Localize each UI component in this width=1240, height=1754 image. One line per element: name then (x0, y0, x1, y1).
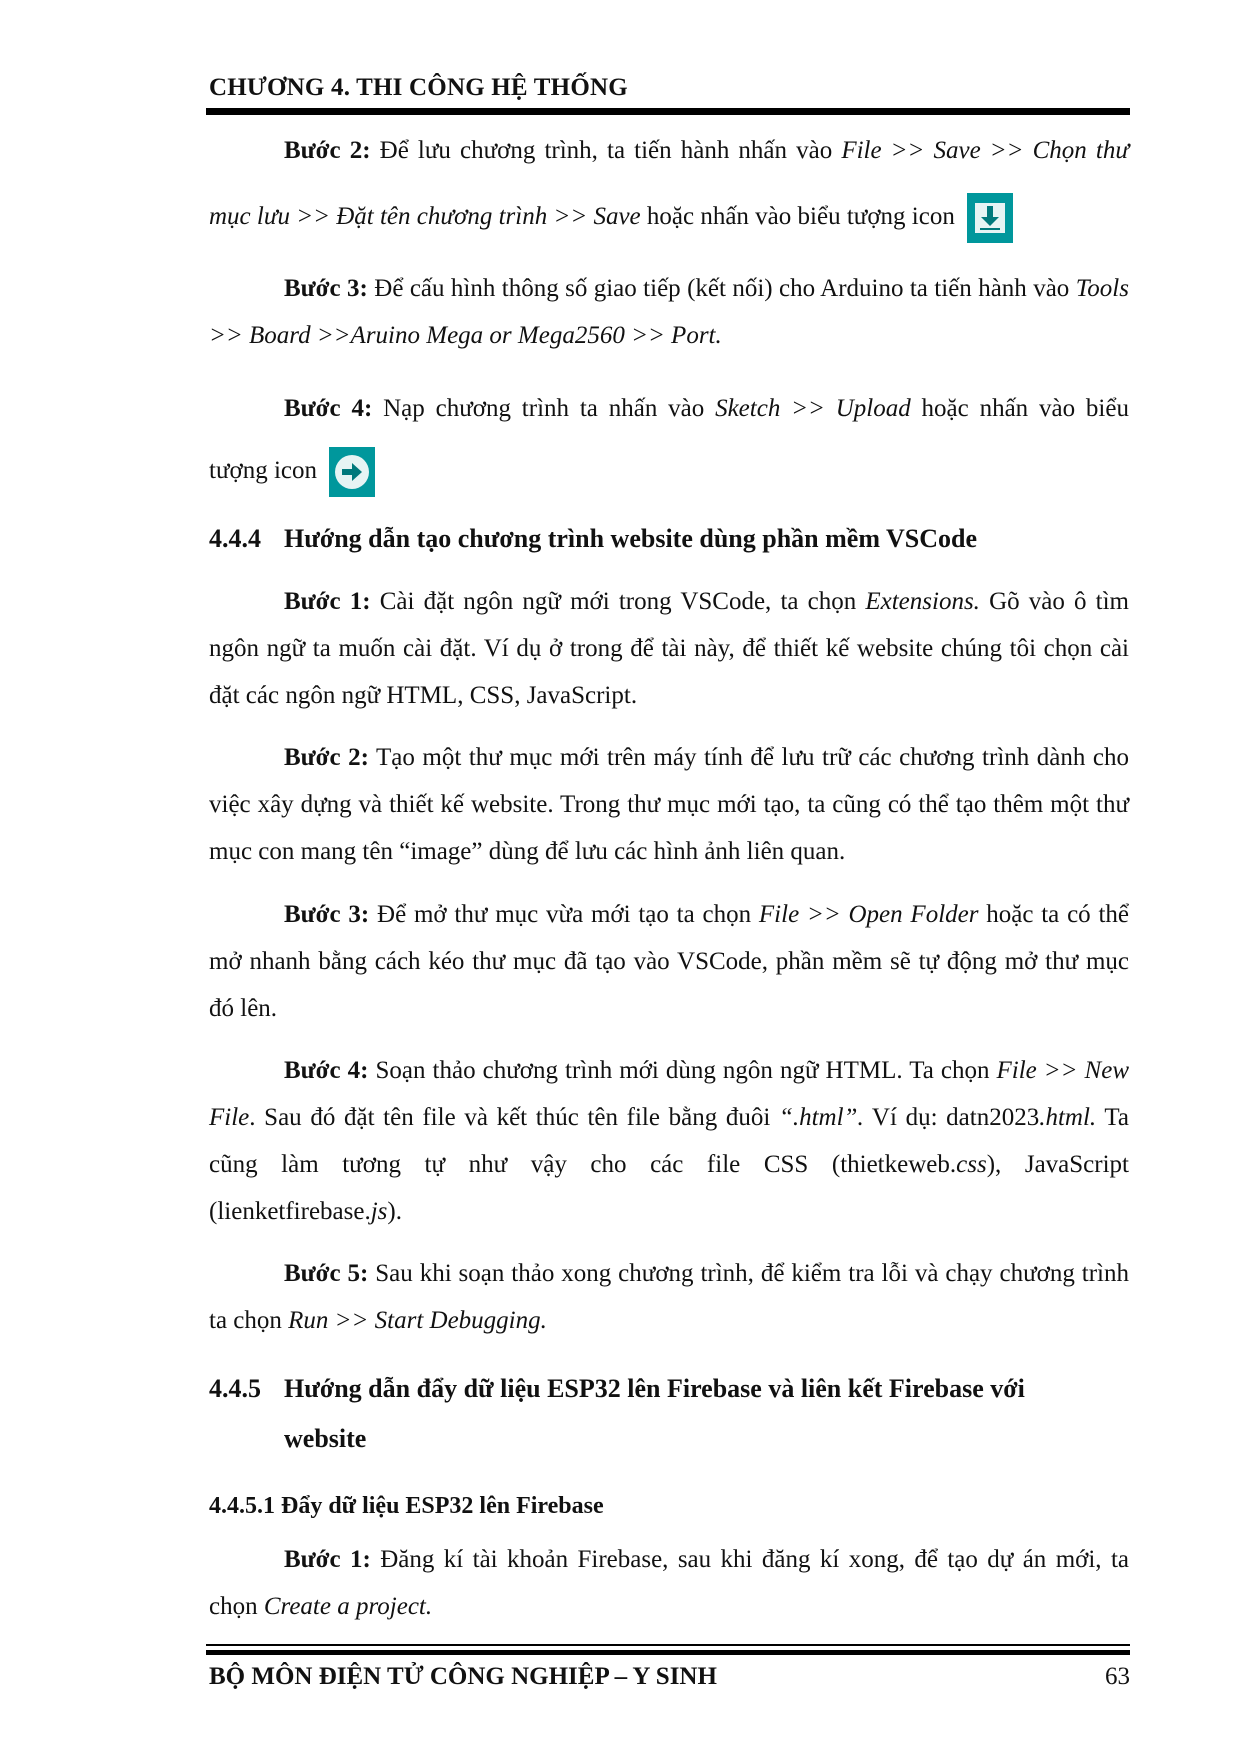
paragraph-step1-extensions: Bước 1: Cài đặt ngôn ngữ mới trong VSCode, ta chọn Extensions. Gõ vào ô tìm ngôn ngữ ta muốn cài đặt. Ví dụ ở trong để tài này, để thiết kế website chúng tôi chọn cài đặt các ngôn ngữ HTML, CSS, JavaScript. (209, 588, 1129, 709)
paragraph-step4-upload: Bước 4: Nạp chương trình ta nhấn vào Sketch >> Upload hoặc nhấn vào biểu tượng icon (209, 378, 1129, 502)
arduino-upload-icon (329, 447, 375, 497)
paragraph-step3-config: Bước 3: Để cấu hình thông số giao tiếp (kết nối) cho Arduino ta tiến hành vào Tools >> Board >>Aruino Mega or Mega2560 >> Port. (209, 275, 1129, 349)
footer-rule-thick (206, 1650, 1130, 1655)
paragraph-step2-save: Bước 2: Để lưu chương trình, ta tiến hành nhấn vào File >> Save >> Chọn thư mục lưu >> Đặt tên chương trình >> Save hoặc nhấn vào biểu tượng icon (209, 118, 1129, 250)
page-number: 63 (1105, 1663, 1130, 1690)
paragraph-step5-debug: Bước 5: Sau khi soạn thảo xong chương trình, để kiểm tra lỗi và chạy chương trình ta chọn Run >> Start Debugging. (209, 1260, 1129, 1334)
paragraph-step3-open-folder: Bước 3: Để mở thư mục vừa mới tạo ta chọn File >> Open Folder hoặc ta có thể mở nhanh bằng cách kéo thư mục đã tạo vào VSCode, phần mềm sẽ tự động mở thư mục đó lên. (209, 901, 1129, 1022)
paragraph-step4-html: Bước 4: Soạn thảo chương trình mới dùng ngôn ngữ HTML. Ta chọn File >> New File. Sau đó đặt tên file và kết thúc tên file bằng đuôi “.html”. Ví dụ: datn2023.html. Ta cũng làm tương tự như vậy cho các file CSS (thietkeweb.css), JavaScript (lienketfirebase.js). (209, 1057, 1129, 1225)
footer-rule-thin (206, 1644, 1130, 1646)
header-rule (206, 108, 1130, 115)
section-4-4-4-heading: 4.4.4 Hướng dẫn tạo chương trình website dùng phần mềm VSCode (209, 524, 978, 553)
paragraph-step1-firebase: Bước 1: Đăng kí tài khoản Firebase, sau khi đăng kí xong, để tạo dự án mới, ta chọn Create a project. (209, 1546, 1129, 1620)
paragraph-step2-folder: Bước 2: Tạo một thư mục mới trên máy tính để lưu trữ các chương trình dành cho việc xây dựng và thiết kế website. Trong thư mục mới tạo, ta cũng có thể tạo thêm một thư mục con mang tên “image” dùng để lưu các hình ảnh liên quan. (209, 744, 1129, 865)
footer-department: BỘ MÔN ĐIỆN TỬ CÔNG NGHIỆP – Y SINH (209, 1663, 717, 1690)
arduino-save-icon (967, 193, 1013, 243)
section-4-4-5-1-heading: 4.4.5.1 Đẩy dữ liệu ESP32 lên Firebase (209, 1493, 604, 1519)
chapter-header: CHƯƠNG 4. THI CÔNG HỆ THỐNG (209, 74, 628, 101)
section-4-4-5-heading: 4.4.5 Hướng dẫn đẩy dữ liệu ESP32 lên Firebase và liên kết Firebase với website (209, 1374, 1025, 1453)
